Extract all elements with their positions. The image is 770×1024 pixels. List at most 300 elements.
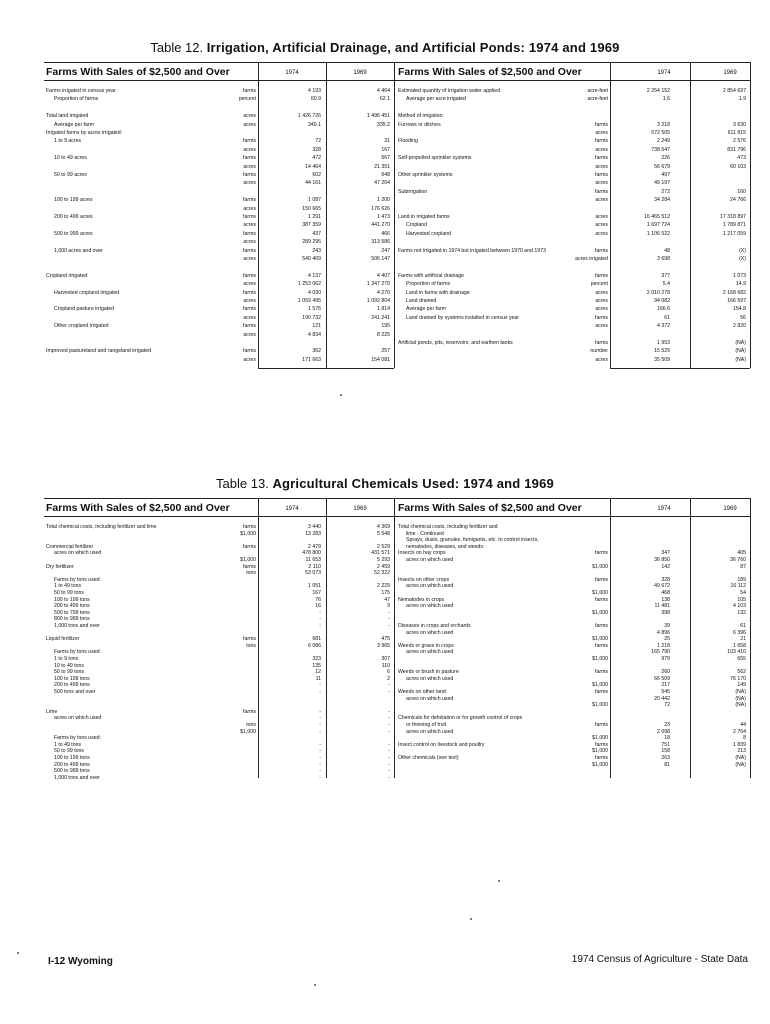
table-row: [46, 239, 392, 247]
table-row: [46, 722, 392, 729]
table-row: [398, 96, 750, 104]
table-row: [398, 577, 750, 584]
table-row: [398, 550, 750, 557]
row-label: 800 to 999 tons: [54, 616, 90, 623]
table-row: [398, 643, 750, 650]
row-label: Proportion of farms: [406, 281, 451, 288]
row-label: Subirrigation: [398, 188, 428, 195]
value-1974: 3 218: [657, 121, 670, 128]
table-row: [398, 122, 750, 130]
table-12-right-edge: [750, 62, 751, 368]
row-label: 100 to 199 acres: [54, 197, 93, 204]
value-1974: 150 665: [302, 205, 321, 212]
table-row: [46, 630, 392, 637]
table-row: [398, 248, 750, 256]
row-label: acres on which used: [406, 629, 454, 636]
value-1969: 47: [384, 596, 390, 603]
row-label: Flooding: [398, 138, 418, 145]
row-unit: acres: [595, 197, 608, 204]
table-row: [46, 649, 392, 656]
table-row: [398, 735, 750, 742]
value-1969: 8 225: [377, 331, 390, 338]
value-1969: 56: [740, 314, 746, 321]
row-unit: acres: [243, 281, 256, 288]
row-label: Weeds or grass in crops: [398, 642, 454, 649]
value-1974: 171 663: [302, 356, 321, 363]
value-1969: 2 529: [377, 543, 390, 550]
value-1974: 3 440: [308, 524, 321, 530]
value-1974: 289 295: [302, 239, 321, 246]
table-12-title: [0, 40, 770, 55]
value-1969: 52 322: [374, 570, 390, 577]
table-row: [398, 273, 750, 281]
value-1974: 72: [664, 702, 670, 709]
table-row: [46, 682, 392, 689]
row-unit: farms: [243, 214, 256, 220]
value-1969: -: [388, 755, 390, 761]
row-label: Insect control on livestock and poultry: [398, 741, 485, 748]
row-label: Dry fertilizer: [46, 563, 74, 570]
value-1974: 190 732: [302, 314, 321, 321]
table-row: [46, 663, 392, 670]
row-unit: farms: [595, 550, 608, 557]
value-1974: 478 800: [302, 550, 321, 557]
row-unit: farms: [243, 88, 256, 94]
value-1974: 2 110: [308, 563, 321, 570]
table-row: [46, 231, 392, 239]
table-13-left-header: Farms With Sales of $2,500 and Over: [46, 502, 230, 514]
value-1969: 62.1: [379, 96, 390, 103]
value-1974: 387 359: [302, 222, 321, 229]
value-1974: 1 087: [308, 197, 321, 204]
value-1969: 1 473: [377, 214, 390, 220]
value-1974: 23: [664, 722, 670, 728]
table-row: [46, 122, 392, 130]
table-row: [46, 557, 392, 564]
table-row: [46, 676, 392, 683]
value-1974: 49 672: [654, 583, 670, 590]
table-row: [398, 189, 750, 197]
row-unit: acres: [595, 130, 608, 136]
row-unit: $1,000: [592, 563, 608, 570]
value-1974: 2 479: [308, 543, 321, 550]
row-label: 1 to 9 acres: [54, 138, 82, 145]
row-unit: acres: [595, 323, 608, 330]
row-label: acres on which used: [406, 675, 454, 682]
row-unit: farms: [595, 121, 608, 128]
table-row: [398, 332, 750, 340]
row-unit: acres: [243, 113, 256, 120]
value-1974: 25: [664, 636, 670, 643]
value-1974: 260: [661, 669, 670, 676]
value-1969: 21: [740, 636, 746, 643]
row-label: Farms with artificial drainage: [398, 272, 465, 279]
row-label: Estimated quantity of irrigation water applied: [398, 88, 501, 94]
table-row: [46, 748, 392, 755]
value-1969: 506 147: [371, 256, 390, 262]
value-1969: 2 764: [733, 728, 746, 735]
value-1974: 362: [312, 348, 321, 355]
value-1974: 81: [664, 761, 670, 768]
value-1969: 1 200: [377, 197, 390, 204]
table-12-right-col-1974: 1974: [657, 70, 671, 76]
row-label: 500 to 999 acres: [54, 230, 93, 237]
table-row: [46, 696, 392, 703]
table-12-right-col-1969: 1969: [723, 70, 737, 76]
row-unit: $1,000: [592, 609, 608, 616]
value-1969: (NA): [735, 356, 746, 363]
table-row: [398, 531, 750, 538]
row-label: Liquid fertilizer: [46, 636, 80, 643]
table-row: [398, 603, 750, 610]
value-1974: 66 509: [654, 675, 670, 682]
table-row: [46, 524, 392, 531]
table-13-title: [0, 476, 770, 491]
row-unit: percent: [238, 96, 256, 103]
table-row: [46, 96, 392, 104]
table-row: [398, 564, 750, 571]
table-13-mid-divider: [394, 498, 395, 778]
value-1969: (NA): [735, 695, 746, 702]
table-row: [398, 298, 750, 306]
row-label: Other sprinkler systems: [398, 172, 453, 178]
value-1974: 1 291: [308, 214, 321, 220]
value-1969: 176 626: [371, 205, 390, 212]
row-label: Other chemicals (see text): [398, 755, 459, 761]
value-1974: 4 896: [657, 629, 670, 636]
table-row: [398, 748, 750, 755]
value-1969: 47 204: [374, 180, 390, 187]
table-row: [46, 172, 392, 180]
value-1969: 4 270: [377, 289, 390, 296]
table-13-left-col-1969: 1969: [353, 506, 367, 512]
row-unit: farms: [595, 138, 608, 145]
value-1969: 16 112: [730, 583, 746, 590]
row-unit: farms: [243, 708, 256, 715]
value-1974: 56 679: [654, 163, 670, 170]
row-unit: acres: [243, 180, 256, 187]
value-1974: -: [319, 755, 321, 761]
row-unit: acres: [243, 163, 256, 170]
table-row: [46, 755, 392, 762]
row-label: 10 to 49 acres: [54, 155, 87, 162]
value-1969: 160: [737, 188, 746, 195]
value-1969: -: [388, 689, 390, 695]
value-1969: 2 168 682: [722, 289, 746, 296]
table-row: [46, 113, 392, 121]
row-unit: acres: [243, 356, 256, 363]
value-1974: 328: [661, 576, 670, 583]
row-label: Nematodes in crops: [398, 596, 445, 603]
value-1969: -: [388, 728, 390, 735]
value-1974: 681: [312, 636, 321, 643]
row-label: Farms irrigated in census year: [46, 88, 116, 94]
value-1974: 2 254 152: [646, 88, 670, 94]
table-row: [46, 709, 392, 716]
table-row: [46, 138, 392, 146]
row-unit: farms: [243, 636, 256, 643]
scan-speck: [314, 984, 316, 986]
table-row: [398, 656, 750, 663]
value-1969: 21 351: [374, 163, 390, 170]
row-unit: $1,000: [592, 748, 608, 755]
value-1969: -: [388, 609, 390, 616]
table-row: [46, 623, 392, 630]
row-unit: farms: [595, 172, 608, 178]
table-row: [46, 583, 392, 590]
row-label: Cropland pasture irrigated: [54, 306, 114, 313]
value-1974: -: [319, 715, 321, 722]
table-row: [398, 610, 750, 617]
scan-speck: [340, 394, 342, 396]
value-1974: 1 106 522: [646, 230, 670, 237]
row-label: Improved pastureland and rangeland irrigated: [46, 348, 151, 355]
value-1969: 1 839: [733, 741, 746, 748]
row-label: Insects on other crops: [398, 576, 450, 583]
table-row: [46, 656, 392, 663]
table-row: [46, 669, 392, 676]
scan-speck: [470, 918, 472, 920]
value-1974: 6 086: [308, 642, 321, 649]
row-label: Land drained: [406, 298, 437, 304]
table-row: [46, 531, 392, 538]
row-label: Insects on hay crops: [398, 550, 446, 557]
table-row: [46, 290, 392, 298]
table-row: [46, 298, 392, 306]
table-row: [46, 742, 392, 749]
value-1969: -: [388, 722, 390, 728]
value-1969: 241 241: [371, 314, 390, 321]
row-label: 100 to 199 tons: [54, 755, 90, 761]
value-1969: (X): [739, 256, 746, 262]
table-row: [398, 570, 750, 577]
table-row: [46, 130, 392, 138]
row-unit: acres: [595, 298, 608, 304]
row-unit: acres: [243, 146, 256, 153]
value-1974: 540 469: [302, 256, 321, 262]
table-row: [46, 332, 392, 340]
value-1974: 398: [661, 609, 670, 616]
value-1974: -: [319, 741, 321, 748]
row-unit: acres: [243, 298, 256, 304]
value-1974: -: [319, 609, 321, 616]
row-label: acres on which used: [406, 649, 454, 656]
row-unit: farms: [595, 755, 608, 761]
row-label: 50 to 99 tons: [54, 669, 84, 676]
value-1974: -: [319, 689, 321, 695]
table-row: [46, 636, 392, 643]
row-unit: percent: [590, 281, 608, 288]
value-1969: 24 766: [730, 197, 746, 204]
row-unit: $1,000: [592, 636, 608, 643]
row-label: acres on which used: [406, 583, 454, 590]
row-label: Land drained by systems installed in census year: [406, 314, 520, 321]
row-unit: acres: [595, 222, 608, 229]
row-unit: acres: [595, 180, 608, 187]
table-row: [398, 702, 750, 709]
table-row: [398, 323, 750, 331]
table-row: [398, 88, 750, 96]
value-1969: 36 760: [730, 557, 746, 563]
value-1969: 31: [384, 138, 390, 145]
value-1969: -: [388, 708, 390, 715]
value-1969: 2: [387, 675, 390, 682]
row-unit: acres: [595, 289, 608, 296]
row-unit: acres irrigated: [575, 256, 608, 262]
value-1974: 979: [661, 656, 670, 662]
value-1974: 3 698: [657, 256, 670, 262]
row-label: Average per farm: [54, 121, 94, 128]
table-row: [398, 306, 750, 314]
table-row: [46, 340, 392, 348]
value-1974: 11 653: [305, 557, 321, 563]
table-row: [46, 577, 392, 584]
row-label: 500 to 999 tons: [54, 768, 90, 775]
table-row: [398, 682, 750, 689]
value-1969: (NA): [735, 702, 746, 709]
table-row: [46, 105, 392, 113]
row-label: 50 to 99 tons: [54, 590, 84, 596]
table-row: [398, 105, 750, 113]
table-row: [398, 113, 750, 121]
value-1974: 472: [312, 155, 321, 162]
row-label: lime - Continued: [406, 530, 444, 537]
value-1969: 475: [381, 636, 390, 643]
value-1969: 60 103: [730, 163, 746, 170]
table-row: [46, 550, 392, 557]
table-row: [46, 256, 392, 264]
value-1969: -: [388, 715, 390, 722]
value-1969: 831 796: [727, 146, 746, 153]
row-unit: farms: [243, 155, 256, 162]
value-1969: 149: [737, 682, 746, 689]
row-label: Weeds or brush in pasture: [398, 669, 459, 676]
row-unit: acres: [243, 121, 256, 128]
table-13-name: Agricultural Chemicals Used: 1974 and 1969: [272, 476, 554, 491]
table-row: [398, 147, 750, 155]
table-row: [46, 315, 392, 323]
row-label: Farms by tons used:: [54, 576, 101, 583]
value-1974: -: [319, 616, 321, 623]
value-1974: 1.6: [662, 96, 670, 103]
row-unit: farms: [243, 230, 256, 237]
table-row: [46, 147, 392, 155]
table-row: [398, 669, 750, 676]
row-unit: $1,000: [592, 590, 608, 596]
row-label: 1,000 acres and over: [54, 247, 103, 254]
table-row: [46, 348, 392, 356]
table-row: [46, 306, 392, 314]
value-1974: 15 529: [654, 348, 670, 355]
row-unit: farms: [595, 340, 608, 346]
row-label: acres on which used: [406, 695, 454, 702]
row-label: Sprays, dusts, granules, fumigants, etc. to control insects,: [406, 537, 539, 544]
value-1969: 1 789 871: [722, 222, 746, 229]
value-1969: 2 820: [733, 323, 746, 330]
value-1969: 8: [743, 735, 746, 742]
value-1969: 3 630: [733, 121, 746, 128]
row-unit: acres: [243, 256, 256, 262]
value-1974: 11 481: [654, 603, 670, 610]
row-label: Total chemical costs, including fertilizer and lime: [46, 524, 157, 530]
row-unit: acres: [595, 306, 608, 313]
table-row: [398, 663, 750, 670]
row-label: Chemicals for defoliation or for growth control of crops: [398, 715, 523, 722]
row-label: Total chemical costs, including fertilizer and: [398, 524, 498, 530]
value-1969: 1 658: [733, 642, 746, 649]
table-row: [398, 164, 750, 172]
row-unit: farms: [595, 642, 608, 649]
value-1969: 247: [381, 247, 390, 254]
value-1974: 158: [661, 748, 670, 755]
row-unit: tons: [246, 642, 256, 649]
table-row: [398, 709, 750, 716]
value-1969: -: [388, 623, 390, 629]
row-label: acres on which used: [54, 715, 102, 722]
value-1974: 323: [312, 656, 321, 662]
row-label: 1,000 tons and over: [54, 774, 100, 781]
value-1974: 60.9: [310, 96, 321, 103]
value-1974: 4 193: [308, 88, 321, 94]
value-1974: -: [319, 748, 321, 755]
value-1974: 167: [312, 590, 321, 596]
table-row: [46, 590, 392, 597]
value-1969: 562: [737, 669, 746, 676]
row-label: Farms by tons used:: [54, 649, 101, 656]
row-unit: acres: [243, 331, 256, 338]
row-label: Land in irrigated farms: [398, 214, 450, 220]
row-label: Harvested cropland irrigated: [54, 289, 120, 296]
row-label: acres on which used: [406, 728, 454, 735]
value-1969: 6: [387, 669, 390, 676]
table-12-left-col-1969: 1969: [353, 70, 367, 76]
row-unit: acres: [595, 356, 608, 363]
value-1969: 473: [737, 155, 746, 162]
row-unit: acres: [243, 205, 256, 212]
row-unit: $1,000: [240, 728, 256, 735]
table-row: [398, 557, 750, 564]
row-unit: farms: [243, 306, 256, 313]
row-unit: farms: [595, 576, 608, 583]
value-1974: 2 010 278: [646, 289, 670, 296]
value-1969: 1 496 451: [366, 113, 390, 120]
table-row: [46, 762, 392, 769]
row-unit: $1,000: [592, 702, 608, 709]
table-row: [46, 323, 392, 331]
row-label: Proportion of farms: [54, 96, 99, 103]
value-1969: (NA): [735, 761, 746, 768]
value-1974: 1 426 726: [297, 113, 321, 120]
table-row: [398, 231, 750, 239]
value-1969: 9: [387, 603, 390, 610]
table-row: [398, 762, 750, 769]
table-row: [398, 742, 750, 749]
table-13-right-col-1974: 1974: [657, 506, 671, 512]
row-unit: $1,000: [592, 682, 608, 689]
table-row: [398, 715, 750, 722]
value-1974: 94 082: [654, 298, 670, 304]
row-unit: acre-feet: [587, 88, 608, 94]
row-unit: acres: [243, 239, 256, 246]
table-row: [398, 636, 750, 643]
table-12-mid-divider: [394, 62, 395, 368]
value-1974: 545: [661, 689, 670, 695]
value-1969: 441 270: [371, 222, 390, 229]
table-row: [46, 729, 392, 736]
row-label: Artificial ponds, pits, reservoirs, and earthen tanks: [398, 340, 513, 346]
value-1969: 44: [740, 722, 746, 728]
row-unit: farms: [595, 247, 608, 254]
